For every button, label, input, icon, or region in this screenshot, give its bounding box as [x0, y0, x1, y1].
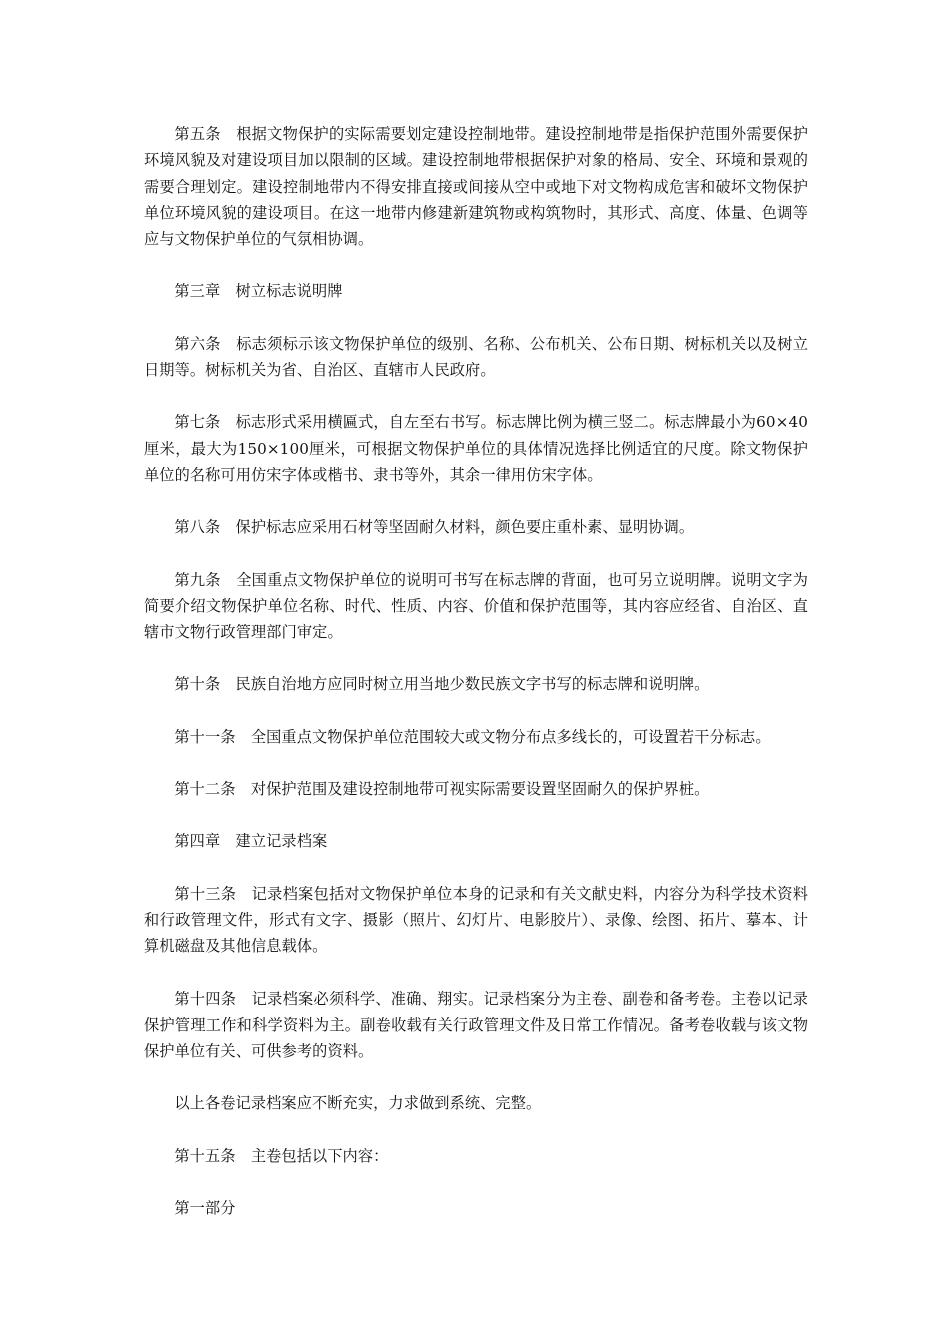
article-10-paragraph: 第十条 民族自治地方应同时树立用当地少数民族文字书写的标志牌和说明牌。 — [174, 675, 710, 694]
article-15-paragraph: 第十五条 主卷包括以下内容： — [174, 1146, 389, 1165]
article-14-paragraph: 第十四条 记录档案必须科学、准确、翔实。记录档案分为主卷、副卷和备考卷。主卷以记录保护管理工作和科学资料为主。副卷收载有关行政管理文件及日常工作情况。备考卷收载与该文物保护单位有关、可供参考的资料。 — [144, 989, 808, 1061]
article-6-paragraph: 第六条 标志须标示该文物保护单位的级别、名称、公布机关、公布日期、树标机关以及树立日期等。树标机关为省、自治区、直辖市人民政府。 — [144, 334, 808, 380]
part-1-heading: 第一部分 — [174, 1199, 236, 1218]
archive-note-paragraph: 以上各卷记录档案应不断充实，力求做到系统、完整。 — [174, 1094, 542, 1113]
article-7-paragraph: 第七条 标志形式采用横匾式，自左至右书写。标志牌比例为横三竖二。标志牌最小为60×40厘米，最大为150×100厘米，可根据文物保护单位的具体情况选择比例适宜的尺度。除文物保护单位的名称可用仿宋字体或楷书、隶书等外，其余一律用仿宋字体。 — [144, 413, 808, 484]
article-8-paragraph: 第八条 保护标志应采用石材等坚固耐久材料，颜色要庄重朴素、显明协调。 — [174, 518, 695, 537]
article-12-paragraph: 第十二条 对保护范围及建设控制地带可视实际需要设置坚固耐久的保护界桩。 — [174, 780, 710, 799]
chapter-4-heading: 第四章 建立记录档案 — [174, 832, 328, 851]
article-5-paragraph: 第五条 根据文物保护的实际需要划定建设控制地带。建设控制地带是指保护范围外需要保护环境风貌及对建设项目加以限制的区域。建设控制地带根据保护对象的格局、安全、环境和景观的需要合理划定。建设控制地带内不得安排直接或间接从空中或地下对文物构成危害和破坏文物保护单位环境风貌的建设项目。在这一地带内修建新建筑物或构筑物时，其形式、高度、体量、色调等应与文物保护单位的气氛相协调。 — [144, 125, 808, 249]
article-9-paragraph: 第九条 全国重点文物保护单位的说明可书写在标志牌的背面，也可另立说明牌。说明文字为简要介绍文物保护单位名称、时代、性质、内容、价值和保护范围等，其内容应经省、自治区、直辖市文物行政管理部门审定。 — [144, 570, 808, 642]
chapter-3-heading: 第三章 树立标志说明牌 — [174, 282, 343, 301]
article-13-paragraph: 第十三条 记录档案包括对文物保护单位本身的记录和有关文献史料，内容分为科学技术资料和行政管理文件，形式有文字、摄影（照片、幻灯片、电影胶片）、录像、绘图、拓片、摹本、计算机磁盘及其他信息载体。 — [144, 884, 808, 956]
document-page — [144, 121, 808, 1247]
article-11-paragraph: 第十一条 全国重点文物保护单位范围较大或文物分布点多线长的，可设置若干分标志。 — [174, 727, 771, 746]
